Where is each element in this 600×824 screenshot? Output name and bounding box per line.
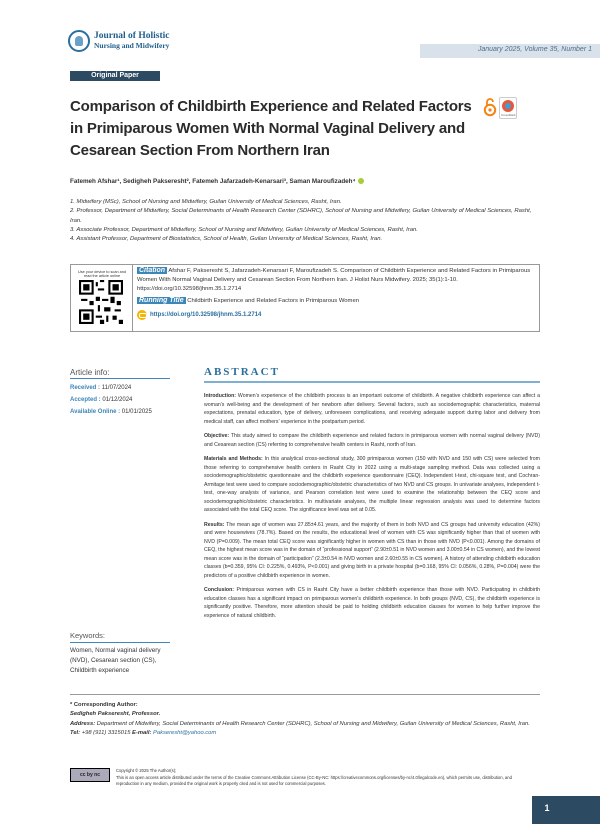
running-title-text: Childbirth Experience and Related Factors in Primiparous Women	[187, 298, 360, 304]
journal-logo-icon	[68, 30, 90, 52]
orcid-icon[interactable]	[358, 178, 364, 184]
online-label: Available Online :	[70, 409, 121, 415]
license-text: This is an open access article distributed under the terms of the Creative Commons Attribution License (CC-By-NC: https://creativecommons.org/licenses/by-nc/4.0/legalcode.en), which permits use, distribution, and reproduction in any medium, provided the original work is properly cited and is not used for commercial purposes.	[116, 774, 512, 786]
qr-area	[71, 265, 133, 331]
abstract-results: Results: The mean age of women was 27.85±4.61 years, and the majority of them in both NVD and CS groups had university education (42%) and were housewives (78.7%). Based on the results, the educational level of women with CS was significantly higher than that of women with NVD (P=0.009). The mean total CEQ score was significantly higher in women with CS than in those with NVD (P<0.001). Among the domains of CEQ, the highest mean score was in the domain of “professional support” (2.90±0.51 in NVD women and 3.00±0.54 in CS women), and the lowest mean score was in the domain of “participation” (2.3±0.54 in NVD women and 2.60±0.55 in CS women). A history of attending childbirth education classes (b=0.359, 95% CI: 0.225%, 0.493%, P<0.001) and giving birth in a private hospital (b=0.168, 95% CI: 0.056%, 0.28%, P=0.004) were the predictors of a positive childbirth experience in women.	[204, 521, 540, 579]
corr-name: Sedigheh Pakseresht, Professor.	[70, 711, 161, 718]
received-label: Received :	[70, 385, 101, 391]
abstract-introduction: Introduction: Women’s experience of the childbirth process is an important outcome of childbirth. A negative childbirth experience can affect a woman’s well-being and the development of her newborn after delivery. Several factors, such as sociodemographic characteristics, maternal expectations, prenatal education, type of delivery, unforeseen complications, and receiving adequate support during labor and delivery from medical staff, can affect mothers’ experience in the postpartum period.	[204, 393, 540, 425]
citation-box	[70, 264, 540, 332]
received-date: 11/07/2024	[101, 385, 132, 391]
citation-tag: Citation	[139, 267, 166, 274]
footer-rule	[70, 694, 540, 695]
online-date: 01/01/2025	[121, 409, 152, 415]
article-dates	[70, 382, 152, 418]
citation-text[interactable]: Afshar F, Pakseresht S, Jafarzadeh-Kenarsari F, Maroufizadeh S. Comparison of Childbirth Experience and Related Factors in Primiparous Women With Normal Vaginal Delivery and Cesarean Section From Northern Iran. J Holist Nurs Midwifery. 2025; 35(1):1-10. https://doi.org/10.32598/jhnm.35.1.2714	[137, 268, 531, 292]
cc-license-icon[interactable]: cc by nc	[70, 768, 110, 782]
affiliation-2: 2. Professor, Department of Midwifery, Social Determinants of Health Research Center (SDHRC), School of Nursing and Midwifery, Guilan University of Medical Sciences, Rasht, Iran.	[70, 208, 532, 224]
doi-icon	[137, 310, 147, 320]
authors-text: Fatemeh Afshar¹, Sedigheh Pakseresht², Fatemeh Jafarzadeh-Kenarsari³, Saman Maroufizadeh⁴	[70, 178, 356, 185]
keywords-heading: Keywords:	[70, 631, 106, 640]
abstract-rule	[204, 381, 540, 383]
affiliation-4: 4. Assistant Professor, Department of Biostatistics, School of Health, Guilan University of Medical Sciences, Rasht, Iran.	[70, 236, 383, 243]
article-title: Comparison of Childbirth Experience and Related Factors in Primiparous Women With Normal Vaginal Delivery and Cesarean Section From Northern Iran	[70, 98, 472, 159]
citation-content	[137, 266, 537, 320]
page-number: 1	[544, 803, 550, 813]
license-row	[70, 768, 540, 788]
abstract-objective: Objective: This study aimed to compare the childbirth experience and related factors in primiparous women with normal vaginal delivery (NVD) and Cesarean section (CS) referring to comprehensive health centers in Rasht, north of Iran.	[204, 433, 540, 448]
corresponding-author	[70, 701, 540, 738]
keywords-text: Women, Normal vaginal delivery (NVD), Cesarean section (CS), Childbirth experience	[70, 647, 161, 674]
author-list	[70, 178, 540, 185]
crossmark-icon	[502, 100, 514, 112]
qr-caption: Use your device to scan and read the article online	[78, 270, 126, 278]
doi-link[interactable]: https://doi.org/10.32598/jhnm.35.1.2714	[150, 311, 262, 318]
abstract-body	[204, 392, 540, 626]
qr-code-icon[interactable]	[79, 280, 123, 324]
corr-email-link[interactable]: Pakseresht@yahoo.com	[153, 729, 217, 736]
journal-name-line2: Nursing and Midwifery	[94, 41, 170, 50]
corr-address-label: Address:	[70, 720, 96, 727]
accepted-label: Accepted :	[70, 397, 101, 403]
journal-name-line1: Journal of Holistic	[94, 31, 170, 41]
article-info-rule	[70, 378, 170, 379]
accepted-date: 01/12/2024	[102, 397, 133, 403]
affiliation-3: 3. Associate Professor, Department of Midwifery, School of Nursing and Midwifery, Guilan University of Medical Sciences, Rasht, Iran.	[70, 226, 418, 233]
abstract-heading: ABSTRACT	[204, 366, 280, 378]
issue-label: January 2025, Volume 35, Number 1	[477, 46, 592, 53]
license-copyright: Copyright © 2025 The Author(s);	[116, 768, 177, 773]
affiliation-1: 1. Midwifery (MSc), School of Nursing and Midwifery, Guilan University of Medical Sciences, Rasht, Iran.	[70, 199, 342, 205]
article-type-badge: Original Paper	[70, 71, 160, 81]
crossmark-label: CrossMark	[501, 113, 516, 117]
open-access-icon	[483, 97, 497, 117]
issue-bar	[420, 44, 600, 58]
affiliations	[70, 198, 540, 244]
corr-tel: +98 (911) 3315015	[80, 729, 133, 736]
keywords-rule	[70, 642, 170, 643]
corr-tel-label: Tel:	[70, 729, 81, 736]
abstract-conclusion: Conclusion: Primiparous women with CS in Rasht City have a better childbirth experience than those with NVD. Participating in childbirth education classes has a significant impact on primiparous women’s childbirth experience. In both groups (NVD, CS), the childbirth experience is significantly positive. Therefore, more attention should be paid to holding childbirth education classes for women to help further improve the experience of natural childbirth.	[204, 587, 540, 619]
corr-heading: * Corresponding Author:	[70, 702, 138, 708]
corr-address: Department of Midwifery, Social Determinants of Health Research Center (SDHRC), School of Nursing and Midwifery, Guilan University of Medical Sciences, Rasht, Iran.	[95, 720, 530, 727]
crossmark-badge[interactable]	[499, 97, 517, 119]
corr-email-label: E-mail:	[132, 729, 152, 736]
journal-logo	[68, 30, 169, 52]
running-title-tag: Running Title	[139, 297, 184, 304]
abstract-methods: Materials and Methods: In this analytical cross-sectional study, 300 primiparous women (150 with NVD and 150 with CS) were selected from those referring to comprehensive health centers in Rasht City in 2022 using a multi-stage sampling method. Data was collected using a sociodemographic/obstetric questionnaire and the childbirth experience questionnaire (CEQ). Independent t-test, chi-square test, and Cochran-Armitage test were used to compare sociodemographic/obstetric characteristics of two NVD and CS groups. In univariate analyses, independent t-test, one-way analysis of variance, and Pearson correlation test were used to examine the relationship between the CEQ score and sociodemographic/obstetric characteristics. In multivariate analyses, the multiple linear regression analysis was used to determine factors associated with the total CEQ score. The significance level was set at 0.05.	[204, 456, 541, 513]
article-info-heading: Article info:	[70, 368, 110, 377]
